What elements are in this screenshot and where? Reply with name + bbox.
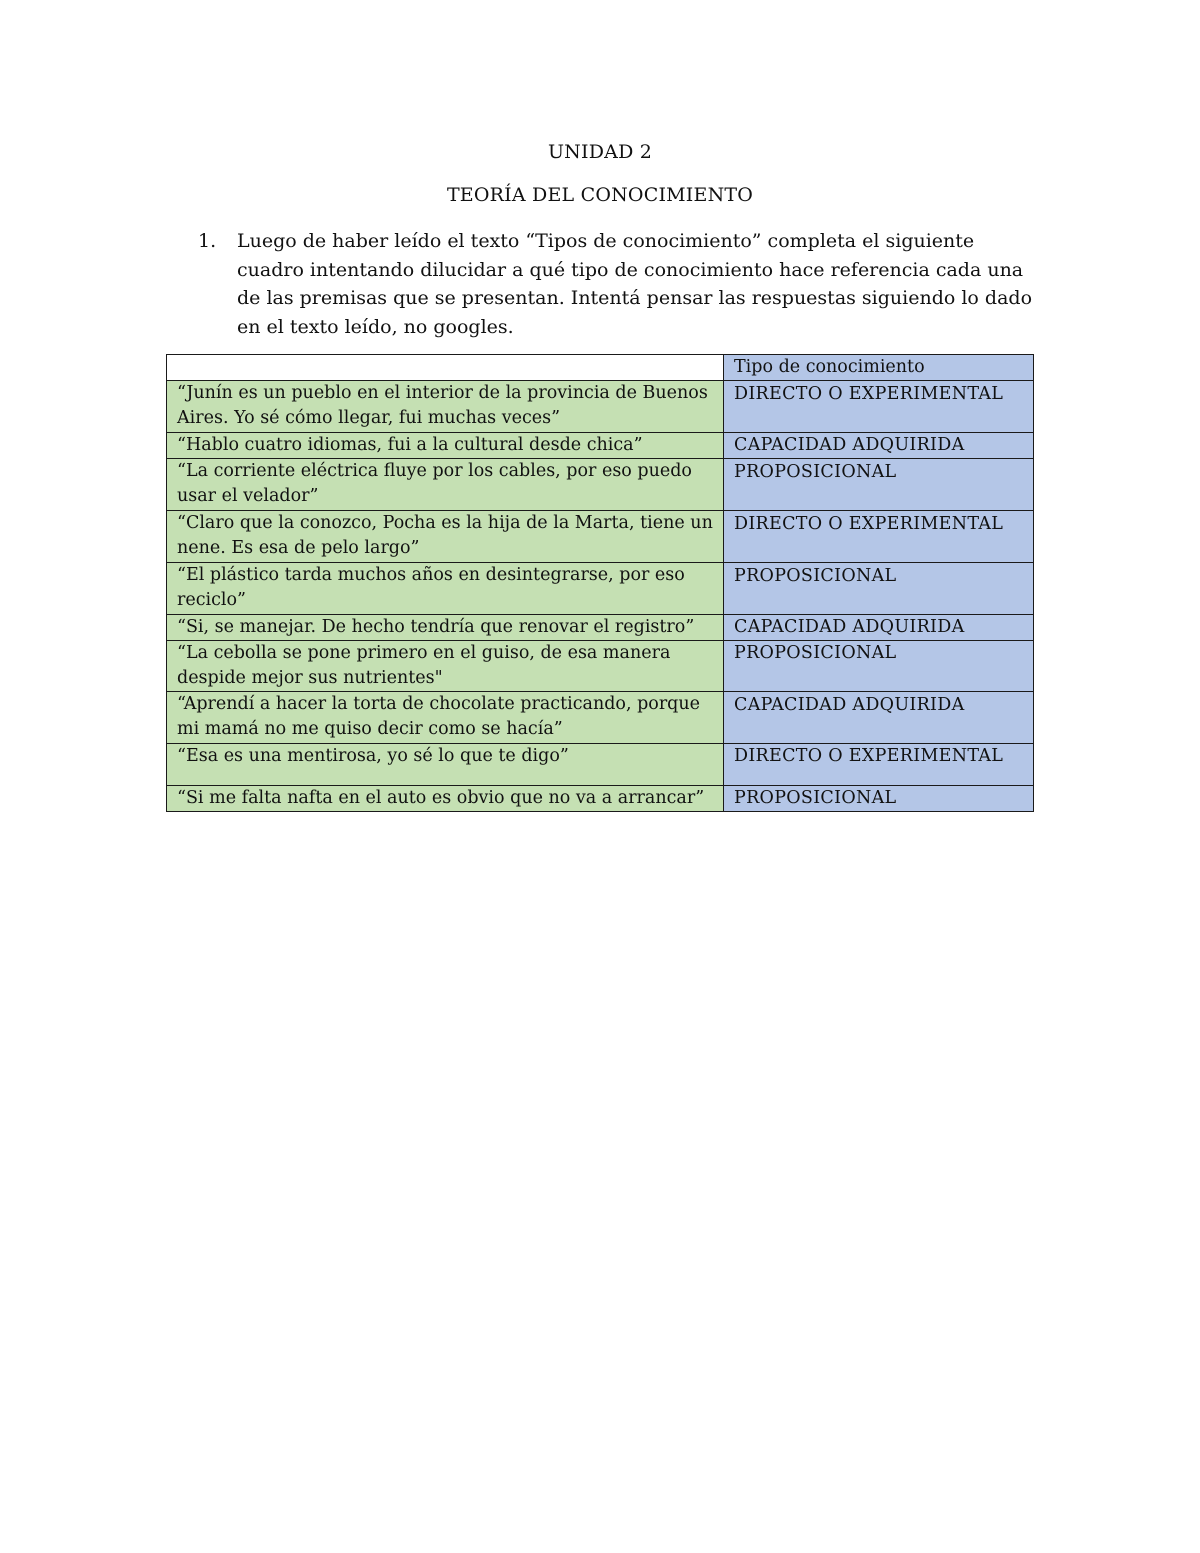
type-cell: PROPOSICIONAL <box>724 786 1034 812</box>
premise-cell: “El plástico tarda muchos años en desintegrarse, por eso reciclo” <box>167 563 724 615</box>
premise-cell: “La cebolla se pone primero en el guiso, de esa manera despide mejor sus nutrientes" <box>167 641 724 692</box>
type-cell: PROPOSICIONAL <box>724 641 1034 692</box>
topic-title: TEORÍA DEL CONOCIMIENTO <box>446 184 754 206</box>
type-cell: PROPOSICIONAL <box>724 459 1034 511</box>
question-text: Luego de haber leído el texto “Tipos de conocimiento” completa el siguiente cuadro intentando dilucidar a qué tipo de conocimiento hace referencia cada una de las premisas que se presentan. Intentá pensar las respuestas siguiendo lo dado en el texto leído, no googles. <box>237 230 1033 338</box>
type-cell: CAPACIDAD ADQUIRIDA <box>724 615 1034 641</box>
type-cell: CAPACIDAD ADQUIRIDA <box>724 692 1034 744</box>
question-1 <box>198 227 1038 341</box>
unit-title: UNIDAD 2 <box>547 141 653 163</box>
table-row <box>167 692 1034 744</box>
type-cell: DIRECTO O EXPERIMENTAL <box>724 381 1034 433</box>
table-row <box>167 381 1034 433</box>
premise-cell: “Hablo cuatro idiomas, fui a la cultural desde chica” <box>167 433 724 459</box>
premise-cell: “Si me falta nafta en el auto es obvio que no va a arrancar” <box>167 786 724 812</box>
table-row <box>167 563 1034 615</box>
table-row <box>167 744 1034 786</box>
table-header-row <box>167 355 1034 381</box>
premise-cell: “Aprendí a hacer la torta de chocolate practicando, porque mi mamá no me quiso decir como se hacía” <box>167 692 724 744</box>
premise-cell: “Esa es una mentirosa, yo sé lo que te digo” <box>167 744 724 786</box>
table-row <box>167 615 1034 641</box>
knowledge-table <box>166 354 1034 812</box>
premise-cell: “Si, se manejar. De hecho tendría que renovar el registro” <box>167 615 724 641</box>
header-premise-cell <box>167 355 724 381</box>
type-cell: PROPOSICIONAL <box>724 563 1034 615</box>
question-number: 1. <box>198 230 217 252</box>
premise-cell: “La corriente eléctrica fluye por los cables, por eso puedo usar el velador” <box>167 459 724 511</box>
table-row <box>167 786 1034 812</box>
type-cell: DIRECTO O EXPERIMENTAL <box>724 511 1034 563</box>
type-cell: CAPACIDAD ADQUIRIDA <box>724 433 1034 459</box>
table-row <box>167 641 1034 692</box>
table-row <box>167 459 1034 511</box>
table-row <box>167 433 1034 459</box>
premise-cell: “Claro que la conozco, Pocha es la hija de la Marta, tiene un nene. Es esa de pelo largo” <box>167 511 724 563</box>
table-row <box>167 511 1034 563</box>
premise-cell: “Junín es un pueblo en el interior de la provincia de Buenos Aires. Yo sé cómo llegar, fui muchas veces” <box>167 381 724 433</box>
type-cell: DIRECTO O EXPERIMENTAL <box>724 744 1034 786</box>
header-type-cell: Tipo de conocimiento <box>724 355 1034 381</box>
